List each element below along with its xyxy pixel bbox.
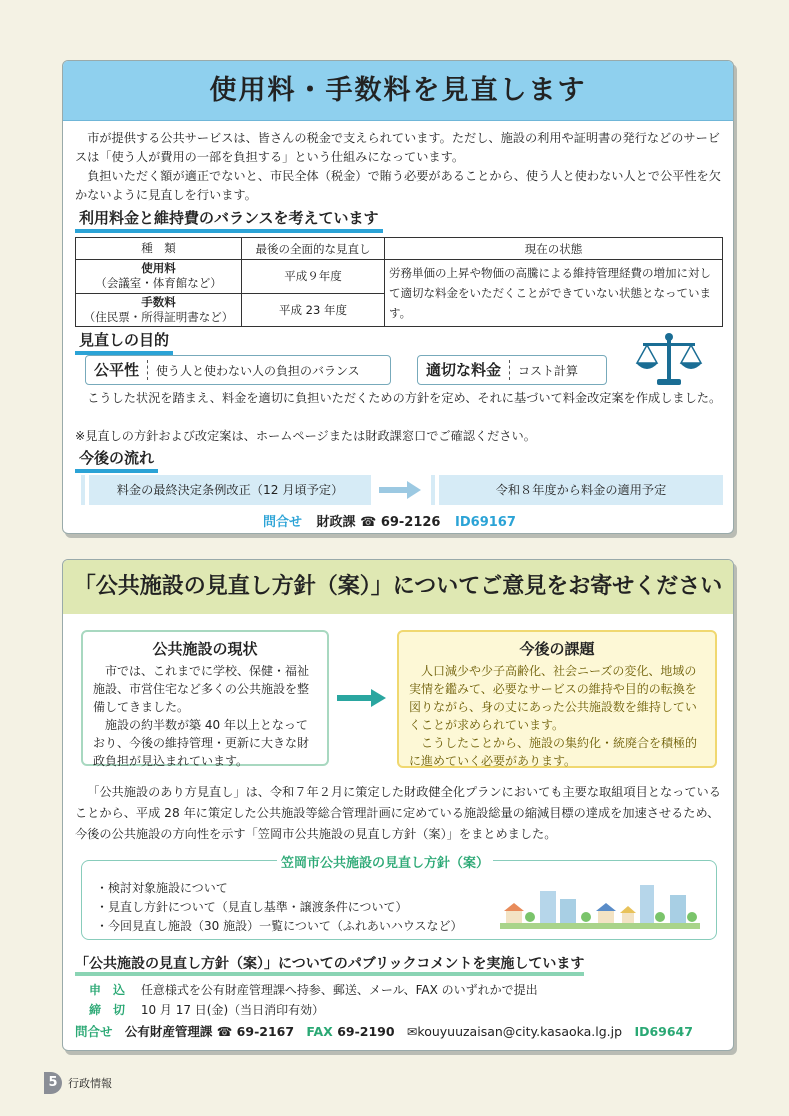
deadline-label: 締 切 bbox=[89, 1003, 126, 1017]
fee-table bbox=[75, 237, 723, 327]
contact-id: ID69647 bbox=[634, 1024, 693, 1039]
table-header: 最後の全面的な見直し bbox=[242, 238, 385, 260]
apply-text: 任意様式を公有財産管理課へ持参、郵送、メール、FAX のいずれかで提出 bbox=[140, 983, 538, 997]
intro-paragraph-2: 負担いただく額が適正でないと、市民全体（税金）で賄う必要があることから、使う人と使わない人とで公平性を欠かないように見直しを行います。 bbox=[75, 169, 721, 202]
fee-contact bbox=[263, 511, 516, 530]
contact-phone: ☎ 69-2167 bbox=[216, 1024, 295, 1039]
policy-item: ・今回見直し施設（30 施設）一覧について（ふれあいハウスなど） bbox=[96, 919, 463, 933]
contact-dept: 財政課 bbox=[316, 515, 356, 530]
contact-email[interactable]: ✉kouyuuzaisan@city.kasaoka.lg.jp bbox=[406, 1024, 623, 1039]
current-status-text: 施設の約半数が築 40 年以上となっており、今後の維持管理・更新に大きな財政負担が見込まれています。 bbox=[93, 718, 310, 768]
flow-step-2: 令和８年度から料金の適用予定 bbox=[439, 475, 723, 505]
facility-body-paragraph: 「公共施設のあり方見直し」は、令和７年２月に策定した財政健全化プランにおいても主要な取組項目となっていることから、平成 28 年に策定した公共施設等総合管理計画に定めている施設総量の縮減目標の達成を加速させるため、今後の公共施設の方向性を示す「笠岡市公共施設の見直し方針（案）」をまとめました。 bbox=[75, 785, 721, 841]
flow-heading: 今後の流れ bbox=[75, 447, 158, 473]
policy-title: 笠岡市公共施設の見直し方針（案） bbox=[277, 852, 493, 871]
section-label: 行政情報 bbox=[68, 1077, 112, 1090]
contact-phone: ☎ 69-2126 bbox=[360, 515, 441, 530]
facility-contact bbox=[75, 1022, 693, 1040]
page-number: 5 bbox=[44, 1072, 62, 1094]
fee-review-title: 使用料・手数料を見直します bbox=[63, 61, 733, 121]
town-illustration-icon bbox=[500, 883, 700, 929]
policy-item: ・見直し方針について（見直し基準・譲渡条件について） bbox=[96, 900, 408, 914]
future-issues-title: 今後の課題 bbox=[519, 640, 595, 658]
fee-type-detail: （会議室・体育館など） bbox=[95, 276, 222, 291]
future-issues-box bbox=[397, 630, 717, 768]
table-header: 現在の状態 bbox=[385, 238, 723, 260]
contact-dept: 公有財産管理課 bbox=[124, 1024, 213, 1039]
purpose-heading: 見直しの目的 bbox=[75, 329, 173, 355]
current-status-box bbox=[81, 630, 329, 766]
policy-item: ・検討対象施設について bbox=[96, 881, 228, 895]
flow-step-1: 料金の最終決定条例改正（12 月頃予定） bbox=[89, 475, 371, 505]
table-cell-last: 平成９年度 bbox=[242, 260, 385, 294]
page-footer bbox=[44, 1072, 112, 1094]
facility-review-title: 「公共施設の見直し方針（案）」についてご意見をお寄せください bbox=[63, 560, 733, 614]
balance-scale-icon bbox=[635, 331, 703, 387]
fee-type-name: 使用料 bbox=[141, 261, 176, 276]
purpose-desc: コスト計算 bbox=[518, 363, 579, 378]
public-comment-heading bbox=[75, 953, 584, 973]
application-info bbox=[89, 980, 538, 1020]
current-status-title: 公共施設の現状 bbox=[152, 640, 258, 658]
fax-label: FAX bbox=[306, 1024, 333, 1039]
flow-marker bbox=[431, 475, 435, 505]
future-issues-text: 人口減少や少子高齢化、社会ニーズの変化、地域の実情を鑑みて、必要なサービスの維持や目的の転換を図りながら、身の丈にあった公共施設数を維持していくことが求められています。 bbox=[409, 664, 697, 732]
table-cell-type bbox=[76, 293, 242, 327]
purpose-fairness bbox=[85, 355, 391, 385]
table-header: 種 類 bbox=[76, 238, 242, 260]
apply-label: 申 込 bbox=[89, 983, 126, 997]
fee-type-name: 手数料 bbox=[141, 294, 176, 309]
purpose-desc: 使う人と使わない人の負担のバランス bbox=[156, 363, 360, 378]
intro-paragraph-1: 市が提供する公共サービスは、皆さんの税金で支えられています。ただし、施設の利用や証明書の発行などのサービスは「使う人が費用の一部を負担する」という仕組みになっています。 bbox=[75, 131, 720, 164]
contact-label: 問合せ bbox=[75, 1024, 113, 1039]
flow-marker bbox=[81, 475, 85, 505]
contact-fax: 69-2190 bbox=[337, 1024, 395, 1039]
current-status-text: 市では、これまでに学校、保健・福祉施設、市営住宅など多くの公共施設を整備してきました。 bbox=[93, 664, 310, 714]
arrow-right-icon bbox=[379, 480, 423, 500]
policy-box bbox=[81, 860, 717, 940]
note-paragraph: ※見直しの方針および改定案は、ホームページまたは財政課窓口でご確認ください。 bbox=[75, 429, 536, 443]
contact-label: 問合せ bbox=[263, 515, 303, 530]
future-issues-text: こうしたことから、施設の集約化・統廃合を積極的に進めていく必要があります。 bbox=[409, 736, 698, 768]
facility-review-card bbox=[62, 559, 734, 1051]
purpose-fair-price bbox=[417, 355, 607, 385]
fee-type-detail: （住民票・所得証明書など） bbox=[83, 309, 234, 324]
purpose-label: 適切な料金 bbox=[418, 360, 510, 380]
table-cell-status: 労務単価の上昇や物価の高騰による維持管理経費の増加に対して適切な料金をいただくことができていない状態となっています。 bbox=[385, 260, 723, 327]
public-comment-heading-text: 「公共施設の見直し方針（案）」についてのパブリックコメントを実施しています bbox=[75, 956, 584, 976]
balance-heading: 利用料金と維持費のバランスを考えています bbox=[75, 207, 383, 233]
deadline-text: 10 月 17 日(金)（当日消印有効） bbox=[140, 1003, 325, 1017]
contact-id: ID69167 bbox=[455, 515, 516, 530]
purpose-label: 公平性 bbox=[86, 360, 148, 380]
body-paragraph: こうした状況を踏まえ、料金を適切に負担いただくための方針を定め、それに基づいて料金改定案を作成しました。 bbox=[87, 391, 722, 405]
table-cell-last: 平成 23 年度 bbox=[242, 293, 385, 327]
table-cell-type bbox=[76, 260, 242, 294]
fee-review-card bbox=[62, 60, 734, 534]
arrow-right-icon bbox=[337, 688, 387, 708]
